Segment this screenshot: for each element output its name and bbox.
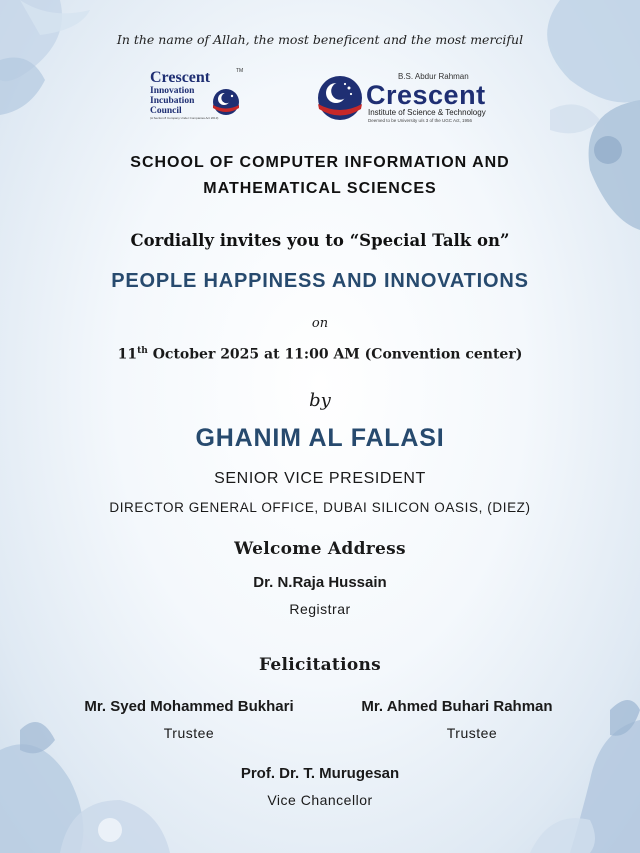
cic-tm: TM (236, 68, 244, 74)
crescent-institute-logo (316, 70, 516, 126)
event-date-rest: October 2025 at 11:00 AM (Convention center) (147, 346, 523, 363)
speaker-name: GHANIM AL FALASI (195, 424, 445, 452)
felicitations-heading: Felicitations (258, 655, 382, 675)
invitation-talk: “Special Talk on” (349, 231, 510, 250)
cic-logo-line3: Council (150, 106, 182, 116)
event-date (0, 346, 640, 363)
welcome-address-name: Dr. N.Raja Hussain (253, 574, 387, 591)
speaker-designation: SENIOR VICE PRESIDENT (214, 470, 426, 487)
cic-logo-tiny: (A Section 8 Company Under Companies Act 2013) (150, 116, 219, 120)
crescent-logo-title: Crescent (366, 80, 486, 110)
felicitation-person-1 (44, 698, 334, 741)
cic-crescent-icon (212, 88, 240, 116)
welcome-address-heading: Welcome Address (234, 539, 406, 559)
cic-logo (150, 70, 245, 125)
cic-logo-title: Crescent (150, 69, 211, 86)
basmala-text: In the name of Allah, the most beneficent and the most merciful (116, 32, 524, 47)
felicitation-name-2: Mr. Ahmed Buhari Rahman (361, 698, 553, 715)
talk-topic: PEOPLE HAPPINESS AND INNOVATIONS (111, 270, 529, 292)
felicitation-role-1: Trustee (163, 725, 215, 741)
school-name-line1: SCHOOL OF COMPUTER INFORMATION AND (130, 154, 510, 171)
crescent-logo-tiny: Deemed to be University u/s 3 of the UGC Act, 1956 (368, 118, 473, 123)
vice-chancellor-role: Vice Chancellor (267, 792, 373, 808)
felicitation-name-1: Mr. Syed Mohammed Bukhari (84, 698, 294, 715)
invitation-prefix: Cordially invites you to (130, 231, 350, 250)
on-label: on (311, 316, 329, 331)
felicitation-person-2 (312, 698, 602, 741)
cic-logo-line1: Innovation (150, 86, 195, 96)
school-name-line2: MATHEMATICAL SCIENCES (203, 180, 437, 197)
school-name (0, 150, 640, 202)
cic-logo-line2: Incubation (150, 96, 195, 106)
welcome-address-role: Registrar (289, 601, 351, 617)
event-date-suffix: th (137, 346, 148, 356)
speaker-organization: DIRECTOR GENERAL OFFICE, DUBAI SILICON OASIS, (DIEZ) (109, 500, 531, 515)
crescent-logo-small: B.S. Abdur Rahman (398, 72, 469, 81)
invitation-line (0, 231, 640, 250)
felicitation-role-2: Trustee (446, 725, 498, 741)
flower-top-left-decoration (0, 0, 110, 130)
crescent-moon-icon (316, 74, 364, 122)
crescent-logo-subtitle: Institute of Science & Technology (368, 108, 486, 117)
event-date-day: 11 (117, 346, 138, 363)
by-label: by (309, 390, 331, 411)
vice-chancellor-name: Prof. Dr. T. Murugesan (240, 765, 400, 782)
